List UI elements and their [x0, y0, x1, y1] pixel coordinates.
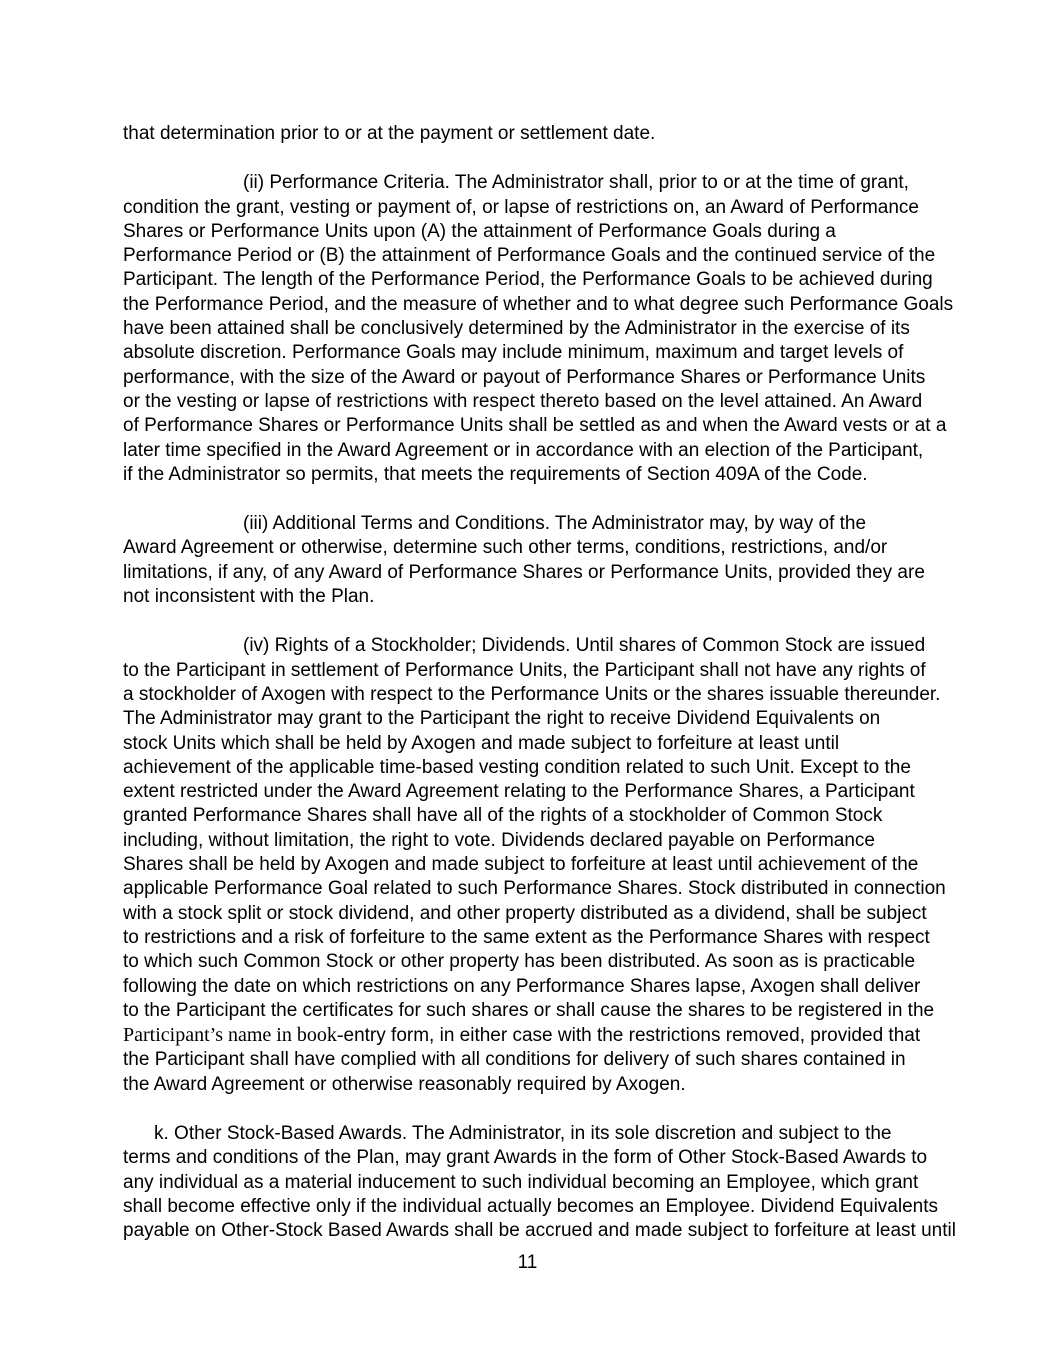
text-line: to the Participant the certificates for such shares or shall cause the shares to be registered in the: [123, 999, 935, 1021]
text-line: absolute discretion. Performance Goals may include minimum, maximum and target levels of: [123, 342, 904, 364]
text-line: applicable Performance Goal related to such Performance Shares. Stock distributed in connection: [123, 878, 946, 900]
text-line: the Participant shall have complied with all conditions for delivery of such shares contained in: [123, 1049, 906, 1071]
text-line: that determination prior to or at the payment or settlement date.: [123, 123, 656, 144]
document-body: [123, 122, 956, 1268]
text-line: Shares shall be held by Axogen and made subject to forfeiture at least until achievement of the: [123, 854, 919, 876]
text-line: any individual as a material inducement to such individual becoming an Employee, which grant: [123, 1171, 919, 1193]
text-line: of Performance Shares or Performance Units shall be settled as and when the Award vests or at a: [123, 415, 947, 437]
text-line: to restrictions and a risk of forfeiture to the same extent as the Performance Shares with respect: [123, 926, 930, 948]
text-line: limitations, if any, of any Award of Performance Shares or Performance Units, provided they are: [123, 561, 925, 583]
text-line: with a stock split or stock dividend, and other property distributed as a dividend, shall be subject: [123, 902, 927, 924]
text-line: to the Participant in settlement of Performance Units, the Participant shall not have any rights of: [123, 659, 926, 681]
text-line: a stockholder of Axogen with respect to the Performance Units or the shares issuable thereunder.: [123, 683, 941, 705]
text-line: (iv) Rights of a Stockholder; Dividends. Until shares of Common Stock are issued: [243, 635, 926, 657]
paragraph-iii-additional-terms: [123, 512, 943, 609]
text-line: stock Units which shall be held by Axogen and made subject to forfeiture at least until: [123, 732, 840, 754]
text-line: Shares or Performance Units upon (A) the attainment of Performance Goals during a: [123, 220, 836, 242]
paragraph-k-other-stock-based-awards: [123, 1122, 956, 1243]
text-line: the Award Agreement or otherwise reasonably required by Axogen.: [123, 1073, 686, 1095]
text-line: not inconsistent with the Plan.: [123, 586, 375, 608]
sans-text-segment: entry form, in either case with the restrictions removed, provided that: [343, 1025, 921, 1047]
text-line: [123, 1023, 943, 1048]
text-line: terms and conditions of the Plan, may grant Awards in the form of Other Stock-Based Awards to: [123, 1147, 928, 1169]
paragraph-ii-performance-criteria: [123, 171, 954, 487]
text-line: The Administrator may grant to the Participant the right to receive Dividend Equivalents on: [123, 708, 881, 730]
text-line: have been attained shall be conclusively determined by the Administrator in the exercise of its: [123, 318, 910, 340]
text-line: Participant. The length of the Performance Period, the Performance Goals to be achieved during: [123, 269, 933, 291]
text-line: achievement of the applicable time-based vesting condition related to such Unit. Except to the: [123, 756, 911, 778]
serif-text-segment: Participant’s name in book-: [123, 1024, 344, 1047]
text-line: payable on Other-Stock Based Awards shall be accrued and made subject to forfeiture at least until: [123, 1220, 956, 1242]
text-line: (ii) Performance Criteria. The Administrator shall, prior to or at the time of grant,: [243, 172, 909, 194]
paragraph-iv-rights-of-stockholder: [123, 634, 946, 1097]
text-line: condition the grant, vesting or payment of, or lapse of restrictions on, an Award of Performance: [123, 196, 919, 218]
text-line: k. Other Stock-Based Awards. The Administrator, in its sole discretion and subject to the: [154, 1122, 892, 1144]
text-line: Performance Period or (B) the attainment of Performance Goals and the continued service of the: [123, 245, 936, 267]
text-line: shall become effective only if the individual actually becomes an Employee. Dividend Equivalents: [123, 1195, 938, 1217]
text-line: to which such Common Stock or other property has been distributed. As soon as is practicable: [123, 951, 916, 973]
text-line: performance, with the size of the Award or payout of Performance Shares or Performance Units: [123, 366, 926, 388]
text-line: the Performance Period, and the measure of whether and to what degree such Performance Goals: [123, 293, 954, 315]
text-line: including, without limitation, the right to vote. Dividends declared payable on Performance: [123, 829, 875, 851]
text-line: (iii) Additional Terms and Conditions. The Administrator may, by way of the: [243, 513, 867, 535]
text-line: Award Agreement or otherwise, determine such other terms, conditions, restrictions, and/or: [123, 537, 888, 559]
text-line: granted Performance Shares shall have all of the rights of a stockholder of Common Stock: [123, 805, 883, 827]
text-line: following the date on which restrictions on any Performance Shares lapse, Axogen shall deliver: [123, 975, 921, 997]
text-line: later time specified in the Award Agreement or in accordance with an election of the Participant,: [123, 439, 924, 461]
text-line: extent restricted under the Award Agreement relating to the Performance Shares, a Participant: [123, 781, 915, 803]
paragraph-intro-continuation: [123, 122, 943, 146]
page-number: 11: [517, 1252, 538, 1273]
text-line: or the vesting or lapse of restrictions with respect thereto based on the level attained. An Award: [123, 390, 923, 412]
text-line: if the Administrator so permits, that meets the requirements of Section 409A of the Code.: [123, 463, 868, 485]
